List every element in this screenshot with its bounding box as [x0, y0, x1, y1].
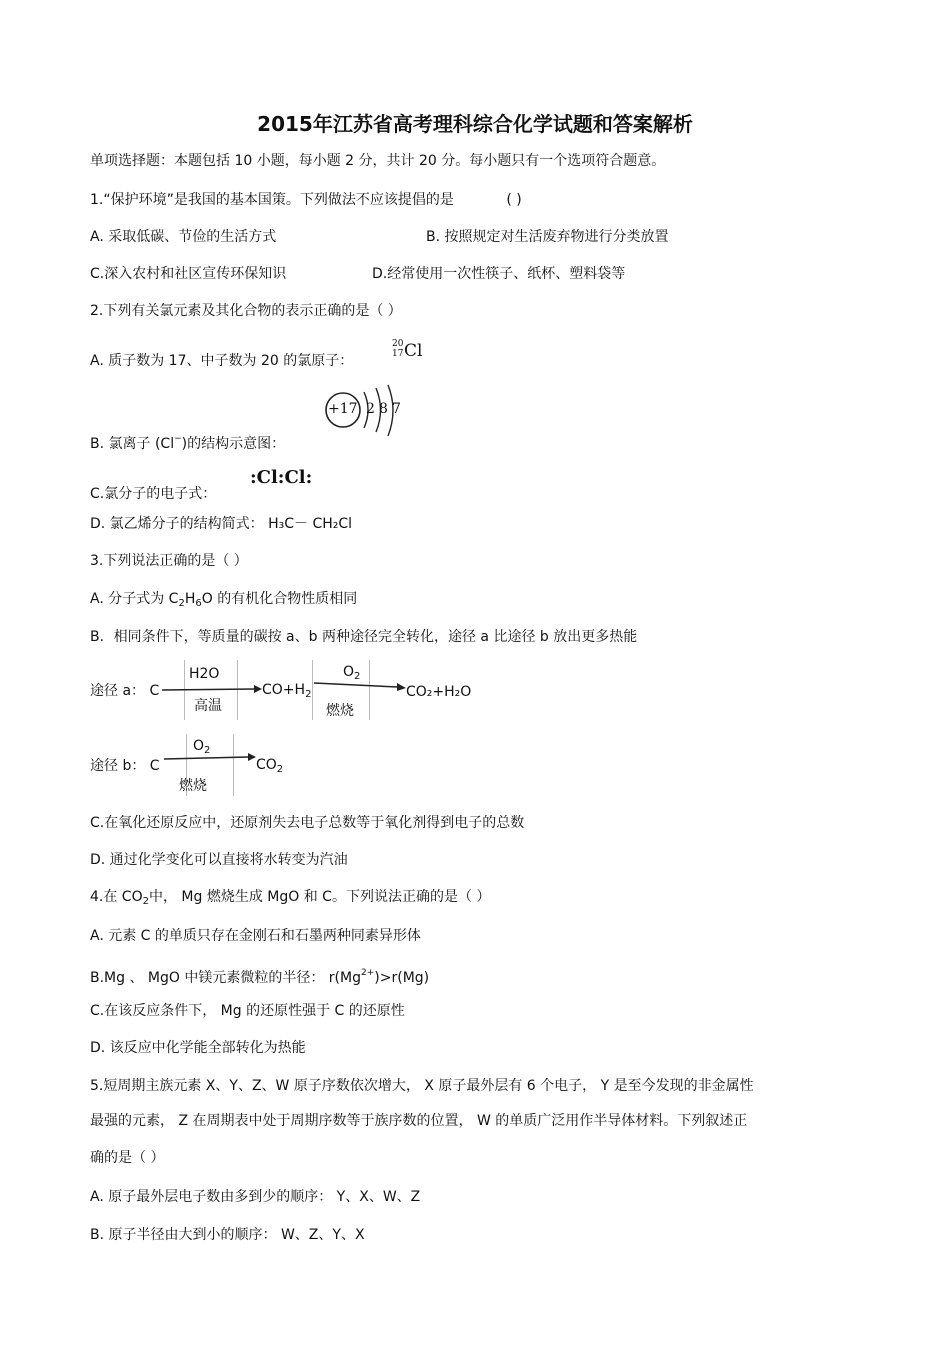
- q5-option-a: A. 原子最外层电子数由多到少的顺序： Y、X、W、Z: [90, 1189, 421, 1205]
- q1-blank: ( ): [506, 192, 522, 208]
- q3-option-a-sub1: 2: [178, 598, 185, 609]
- q4-option-b-pre: B.Mg 、 MgO 中镁元素微粒的半径： r(Mg: [90, 970, 361, 986]
- q2-stem: 2.下列有关氯元素及其化合物的表示正确的是（ ）: [90, 303, 402, 319]
- q3-option-a-pre: A. 分子式为 C: [90, 591, 179, 607]
- q3-option-a-mid: H: [184, 591, 196, 607]
- shell-count-3: 7: [392, 401, 401, 417]
- path-a-intermediate-sub: 2: [305, 689, 312, 700]
- q4-stem-post: 中， Mg 燃烧生成 MgO 和 C。下列说法正确的是（ ）: [148, 889, 491, 905]
- q1-option-d: D.经常使用一次性筷子、纸杯、塑料袋等: [372, 266, 626, 282]
- q5-stem-line-1: 5.短周期主族元素 X、Y、Z、W 原子序数依次增大， X 原子最外层有 6 个电子， Y 是至今发现的非金属性: [90, 1078, 754, 1094]
- path-a-intermediate: [262, 682, 311, 700]
- isotope-symbol: Cl: [404, 341, 423, 361]
- q4-stem-sub: 2: [142, 896, 149, 907]
- q1-stem-text: 1.“保护环境”是我国的基本国策。下列做法不应该提倡的是: [90, 192, 454, 208]
- q3-option-a-sub2: 6: [195, 598, 202, 609]
- path-a-arrow-1: [162, 685, 262, 695]
- page-title: 2015年江苏省高考理科综合化学试题和答案解析: [257, 112, 693, 136]
- path-b-product-sub: 2: [276, 764, 284, 775]
- q3-option-d: D. 通过化学变化可以直接将水转变为汽油: [90, 852, 348, 868]
- q3-option-b: B．相同条件下，等质量的碳按 a、b 两种途径完全转化，途径 a 比途径 b 放出更多热能: [90, 629, 638, 645]
- path-b-product-text: CO: [256, 757, 277, 773]
- path-a-intermediate-text: CO+H: [262, 682, 306, 698]
- q4-stem-pre: 4.在 CO: [90, 889, 143, 905]
- q3-stem: 3.下列说法正确的是（ ）: [90, 553, 248, 569]
- path-a-condition-2: 燃烧: [326, 703, 354, 719]
- q4-option-c: C.在该反应条件下， Mg 的还原性强于 C 的还原性: [90, 1003, 405, 1019]
- path-a-condition-1: 高温: [194, 698, 222, 714]
- path-a-arrow-2: [314, 680, 406, 692]
- path-a-reagent-2-text: O: [343, 664, 355, 680]
- q2-option-a: A. 质子数为 17、中子数为 20 的氯原子：: [90, 353, 354, 369]
- q3-option-a-post: O 的有机化合物性质相同: [201, 591, 358, 607]
- q4-option-b: [90, 964, 429, 987]
- path-b-product: [256, 757, 283, 775]
- q1-stem: [90, 191, 522, 209]
- q1-option-b: B. 按照规定对生活废弃物进行分类放置: [426, 229, 669, 245]
- path-b-reagent-sub: 2: [204, 745, 211, 756]
- instruction: 单项选择题：本题包括 10 小题，每小题 2 分，共计 20 分。每小题只有一个选项符合题意。: [90, 153, 666, 169]
- q5-stem-line-2: 最强的元素， Z 在周期表中处于周期序数等于族序数的位置， W 的单质广泛用作半导体材料。下列叙述正: [90, 1113, 748, 1129]
- shell-count-2: 8: [379, 401, 388, 417]
- path-b-arrow: [164, 752, 256, 764]
- path-a-reagent-1: H2O: [189, 666, 220, 682]
- path-b-condition: 燃烧: [179, 778, 207, 794]
- q3-option-a: [90, 590, 357, 613]
- nucleus-charge: +17: [328, 401, 358, 417]
- q4-option-d: D. 该反应中化学能全部转化为热能: [90, 1040, 306, 1056]
- isotope-atomic-number: 17: [392, 349, 404, 359]
- q4-stem: [90, 888, 490, 911]
- q3-option-c: C.在氧化还原反应中，还原剂失去电子总数等于氧化剂得到电子的总数: [90, 815, 525, 831]
- chlorine-electron-formula: :Cl:Cl:: [250, 467, 313, 488]
- q1-option-a: A. 采取低碳、节俭的生活方式: [90, 229, 277, 245]
- q2-option-d: D. 氯乙烯分子的结构简式： H₃C－ CH₂Cl: [90, 516, 353, 532]
- q2-option-b: [90, 430, 285, 453]
- path-b-reagent-text: O: [193, 738, 205, 754]
- q2-option-c: C.氯分子的电子式：: [90, 486, 217, 502]
- q4-option-b-charge: 2+: [361, 968, 375, 978]
- q1-option-c: C.深入农村和社区宣传环保知识: [90, 266, 287, 282]
- path-b-label: 途径 b： C: [90, 758, 160, 774]
- path-a-reagent-2-sub: 2: [354, 671, 361, 682]
- q4-option-a: A. 元素 C 的单质只存在金刚石和石墨两种同素异形体: [90, 928, 421, 944]
- q2-option-b-pre: B. 氯离子 (Cl: [90, 436, 175, 452]
- q5-stem-line-3: 确的是（ ）: [90, 1150, 165, 1166]
- q4-option-b-post: )>r(Mg): [374, 970, 430, 986]
- path-a-label: 途径 a： C: [90, 683, 160, 699]
- path-a-product: CO₂+H₂O: [406, 684, 472, 700]
- shell-count-1: 2: [366, 401, 375, 417]
- q2-option-b-post: )的结构示意图：: [181, 436, 286, 452]
- isotope-mass-number: 20: [392, 339, 404, 349]
- q2-option-b-charge: −: [174, 434, 182, 444]
- q5-option-b: B. 原子半径由大到小的顺序： W、Z、Y、X: [90, 1227, 365, 1243]
